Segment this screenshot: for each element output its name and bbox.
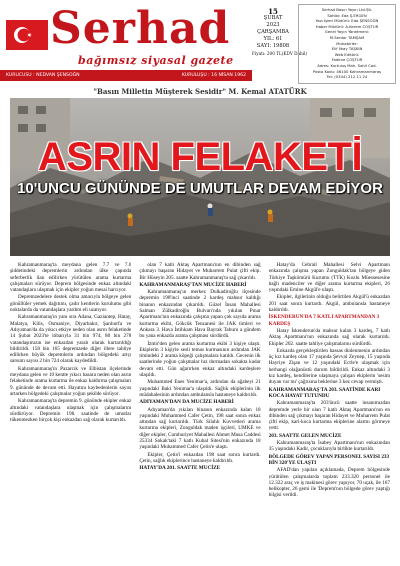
article-subheading: KAHRAMANMARAŞ'TAN MUCİZE HABERİ (139, 281, 247, 288)
newspaper-subtitle: bağımsız siyasal gazete (78, 54, 234, 67)
sub-headline: 10'UNCU GÜNÜNDE DE UMUTLAR DEVAM EDİYOR (17, 180, 383, 197)
article-subheading: BÖLGEDE GÖREV YAPAN PERSONEL SAYISI 233 BİN 320'YE ULAŞTI (268, 453, 390, 466)
date-day: 15 (268, 7, 278, 16)
article-paragraph: Kahramanmaraş'ta İsabey Apartmanı'nın enkazından 35 yaşındaki Kadir, çocuklarıyla birlikte kurtarıldı. (268, 440, 390, 453)
article-paragraph: Kahramanmaraş'ta depremin 9. gününde ekipler enkaz altındaki vatandaşlara ulaşmak için çalışmalarını sürdürüyor. Depremin 198. saatinde de umutlar tükenmezken birçok kişi enkazdan sağ olarak kurtarıldı. (10, 398, 132, 424)
imprint-box (298, 4, 396, 84)
article-paragraph: Depremzedelere destek olma amacıyla bölgeye gelen gönüllüler yemek dağıtımı, çadır kentlerin kurulumu gibi noktalarda da vatandaşlara yardım eli uzatıyor. (10, 294, 132, 314)
date-box (252, 7, 308, 82)
article-columns (10, 262, 390, 562)
article-paragraph: AFAD'dan yapılan açıklamada, Deprem bölgesinde yürütülen çalışmalarda toplam 233.320 personel ile 12.322 araç ve iş makinesi görev yapıyor, 70 uçak, ile 167 helikopter, 26 gemi ile 'Deprem'nın bölgede görev yaptığı bilgisi verildi. (268, 467, 390, 499)
article-paragraph: Hatay İskenderun'da mahsur kalan 3 kardeş, 7 katlı Aktaş Apartmanı'nın enkazında sağ olarak kurtarıldı. Ekipler 202. saatte tahliye çalışmalarını sürdürdü. (268, 327, 390, 347)
article-paragraph: Kahramanmaraş'ın yanı sıra Adana, Gaziantep, Hatay, Malatya, Kilis, Osmaniye, Diyarbakır, Şanlıurfa ve Adıyaman'da da yıkıcı etkiye neden olan asrın felaketinde 14 Şubat 2023'te itibarıyla 31 bin 974, 80 bin 278 vatandaşımızın ise enkazdan yaralı olarak kurtarıldığı bildirildi. 158 bin 165 depremzede diğer illere tahliye edilirken büyük depremlerin ardından bölgedeki artçı sarsıntı sayısı 2 bin 724 olarak kaydedildi. (10, 314, 132, 365)
masthead (0, 0, 400, 86)
article-paragraph: Muhammed Enes Yenimar'a, ardından da ağabeyi 21 yaşındaki Baki Yenimar'a ulaşıldı. Sağlık ekiplerinin ilk müdahalesinin ardından ambulansla hastaneye kaldırıldı. (139, 379, 261, 398)
article-subheading: HATAY'DA 201. SAATTE MUCİZE (139, 465, 221, 472)
price: Fiyatı: 200 TL(KDV Dahil) (252, 51, 308, 56)
imprint-line: Serhad Basın Yayın Ltd.Şti. (321, 7, 373, 12)
founder-bar (0, 70, 252, 81)
date-year: 2023 (266, 22, 280, 28)
article-paragraph: Kahramanmaraş'ın merkez Dulkadiroğlu ilçesinde depremin 198'inci saatinde 2 kardeş mahsur kaldığı binanın enkazından çıkarıldı. Güzel İnsan Mahallesi Salman Zülkadiroğlu Bulvarı'nda yıkılan Pınar Apartmanı'nın enkazında çalışma yapan çok sayıda arama kurtarma ekibi, Gökcük Tenzanesi ile JAK timleri ve Ankara 3. Hava İstihkam Hava Bayrak Taburu a gündem bu yana enkazda arama çalışması sürdürdü. (139, 289, 261, 340)
imprint-line: Haber Müdürü: A.Kerem COŞTUR (315, 23, 379, 29)
article-paragraph: Adıyaman'da yıkılan binanın enkazında kalan 18 yaşındaki Muhammed Cafer Çetin, 198 saat sonra enkaz altından sağ kurtarıldı. Türk Silahlı Kuvvetleri arama kurtarma ekipleri, Zonguldak maden işçileri, UMKE ve diğer ekipler, Cumhuriyet Mahallesi Ahmet Musa Caddesi 25334 Sokak'taki 7 katlı Kubal Sitesi'nin enkazında 18 yaşındaki Muhammed Cafer Çetin'e ulaştı. (139, 406, 261, 451)
article-paragraph: İzmir'den gelen arama kurtarma ekibi 3 kişiye ulaştı. Ekiplerin 3 kişiyle sesli temas kurmasının ardından JAK timindeki 2 arama köpeği çalışmalara katıldı. Gecenin ilk saatlerinde yoğun çalışmalar hız durmadan sokakta kadar devam etti. Gün ağarırken enkaz altındaki kardeşlere ulaşıldı. (139, 340, 261, 379)
imprint-line: Adres: Kurtuluş Mah. Sahil Cad. (317, 62, 377, 68)
issue-number: SAYI: 19808 (256, 43, 290, 49)
article-paragraph: Kahramanmaraş'ın Pazarcık ve Elbistan ilçelerinde meydana gelen ve 10 kentte yıkıcı hasara neden olan asrın felaketinde arama kurtarma ile enkaz kaldırma çalışmaları 9. gününde de devam etti. Hayatını kaybedenlerin sayısı artarken bölgedeki çalışmalar yoğun şekilde sürüyor. (10, 365, 132, 397)
imprint-line: Elif İlkay TAŞKIN (331, 46, 363, 52)
imprint-line: Genel Yayın Yönetmeni: (324, 29, 370, 35)
article-column-1 (10, 262, 131, 562)
motto: "Basın Milletin Müşterek Sesidir" M. Kemal ATATÜRK (93, 87, 307, 96)
volume: YIL: 61 (263, 36, 283, 42)
article-subheading: ADIYAMAN'DAN DA MUCİZE HABERİ (139, 399, 234, 406)
imprint-line: Yazı İşleri Müdürü: Eda ŞENSOĞN (315, 18, 379, 24)
article-paragraph: Ekipler, Çetin'i enkazdan 198 saat sonra kurtardı. Çetin, sağlık ekiplerince hastaneye kaldırıldı. (139, 451, 261, 464)
newspaper-title: Serhad (50, 3, 231, 54)
imprint-line: Muhabirler: (336, 40, 358, 46)
article-paragraph: Kahramanmaraş'ta meydana gelen 7.7 ve 7.6 şiddetindeki depremlerin ardından ülke çapında seferberlik ilan edilirken yürütülen arama kurtarma çalışmaları sürüyor. Deprem bölgesinde enkaz altındaki vatandaşlara ulaşmak için ekipler yoğun mesai harcıyor. (10, 262, 132, 294)
article-subheading: İSKENDERUN'DA 7 KATLI APARTMANDAN 3 KARDEŞ (268, 314, 380, 327)
article-column-3 (269, 262, 390, 562)
article-subheading: KAHRAMANMARAŞ'TA 203. SAATİNDE KARI KOCA HAYAT TUTUNDU (268, 386, 381, 399)
article-subheading: 203. SAATTE GELEN MUCİZE (268, 432, 342, 439)
imprint-line: Tel: (0344) 212 11 24 (326, 74, 368, 80)
article-column-2 (139, 262, 260, 562)
founded-text: KURULUŞU : 16 NİSAN 1962 (181, 73, 246, 78)
article-paragraph: Ekipler, ilgilerinin olduğu belirtilen Akgül'ü enkazdan 201 saat sonra kurtardı. Akgül, ambulansla hastaneye kaldırıldı. (268, 294, 390, 314)
date-weekday: ÇARŞAMBA (257, 29, 289, 35)
founder-text: KURUCUSU : NEDVAN ŞENSOĞN (6, 73, 80, 78)
turkish-flag-icon (6, 20, 48, 50)
imprint-line: Web Editörü: (334, 51, 360, 57)
imprint-line: Sahibi: Eda Ş.ERGEN (327, 12, 367, 18)
article-paragraph: Kahramanmaraş'ta 203'üncü saatte insanımızdan depremde yerle bir olan 7 katlı Aktaş Apartmanı'nın en dibinden sağ çıkmayı başaran Hidayet ve Muharrem Pulat çifti ekip, kari-koca kurtarma ekiplerine alarmı görmeye yetti. (268, 400, 390, 432)
imprint-line: Fadime ÇOŞTUR (331, 57, 363, 63)
article-paragraph: olan 7 katlı Aktaş Apartmanı'nın en dibinden sağ çıkmayı başaran Hidayet ve Muharrem Pulat çifti ekip. Bir Hüseyin 205. saatte Kahramanmaraş'ta sağ çıkarıldı. (139, 262, 261, 281)
date-month: ŞUBAT (263, 15, 283, 21)
imprint-line: M.Serdar TAMŞAM (329, 34, 365, 40)
article-paragraph: Hatay'da Cebrail Mahallesi Selvi Apartmanı enkazında çalışma yapan Zonguldak'tan bölgeye giden Türkiye Taşkömürü Kurumu (TTK) Kozlu Müessesesine bağlı madenciler ve diğer arama kurtarma ekipleri, 26 yaşındaki Emine Akgül'e ulaştı. (268, 262, 390, 294)
main-headline: ASRIN FELAKETİ (37, 135, 363, 179)
imprint-line: Posta Kodu: 46100 Kahramanmaraş (312, 68, 382, 74)
article-paragraph: Enkazda gerçekleştirilen hassas dinlenmenin ardından üç kız kardeş olan 17 yaşında Şevval Zeynep, 15 yaşında Hayriye Zişan ve 12 yaşındaki Ecrle'e ulaşmak için herhangi olağanüstü durum bildirildi. Enkaz altındaki 3 kız kardeş, kendilerine ulaşmaya çalışan ekiplerin 'sesim duyan var mı' çağrısına beklerine 3 kez cevap vermişti. (268, 347, 390, 386)
